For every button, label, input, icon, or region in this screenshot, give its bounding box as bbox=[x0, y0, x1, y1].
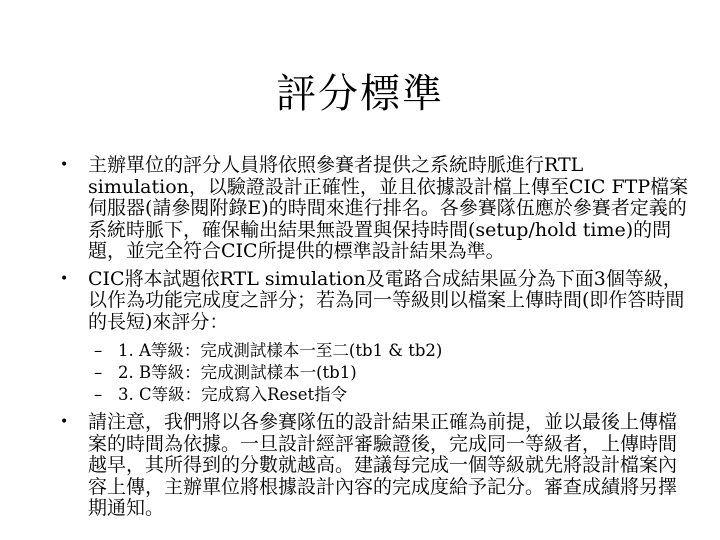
bullet-marker: • bbox=[60, 157, 69, 173]
grade-level-text: 2. B等級：完成測試樣本一(tb1) bbox=[118, 363, 357, 382]
slide-title: 評分標準 bbox=[276, 71, 444, 117]
grade-level-text: 3. C等級：完成寫入Reset指令 bbox=[118, 385, 348, 404]
bullet-item-3 bbox=[60, 412, 692, 520]
sub-bullet-marker: – bbox=[94, 385, 103, 404]
grade-level-text: 1. A等級：完成測試樣本一至二(tb1 & tb2) bbox=[118, 341, 443, 360]
grade-level-list bbox=[60, 340, 692, 406]
bullet-text: 請注意，我們將以各參賽隊伍的設計結果正確為前提，並以最後上傳檔案的時間為依據。一旦設計經評審驗證後，完成同一等級者，上傳時間越早，其所得到的分數就越高。建議每完成一個等級就先將設計檔案內容上傳，主辦單位將根據設計內容的完成度給予記分。審查成績將另擇期通知。 bbox=[88, 411, 678, 519]
bullet-item-1 bbox=[60, 155, 692, 263]
grade-level-b bbox=[94, 362, 692, 384]
slide-content bbox=[60, 155, 692, 526]
bullet-text: 主辦單位的評分人員將依照參賽者提供之系統時脈進行RTL simulation，以驗證設計正確性，並且依據設計檔上傳至CIC FTP檔案伺服器(請參閱附錄E)的時間來進行排名。各參賽隊伍應於參賽者定義的系統時脈下，確保輸出結果無設置與保持時間(setup/hold time)的問題，並完全符合CIC所提供的標準設計結果為準。 bbox=[88, 154, 689, 262]
bullet-marker: • bbox=[60, 414, 69, 430]
sub-bullet-marker: – bbox=[94, 363, 103, 382]
bullet-item-2 bbox=[60, 269, 692, 334]
grade-level-a bbox=[94, 340, 692, 362]
bullet-text: CIC將本試題依RTL simulation及電路合成結果區分為下面3個等級，以作為功能完成度之評分；若為同一等級則以檔案上傳時間(即作答時間的長短)來評分： bbox=[88, 267, 685, 333]
bullet-marker: • bbox=[60, 270, 69, 287]
grade-level-c bbox=[94, 384, 692, 406]
sub-bullet-marker: – bbox=[94, 341, 103, 360]
